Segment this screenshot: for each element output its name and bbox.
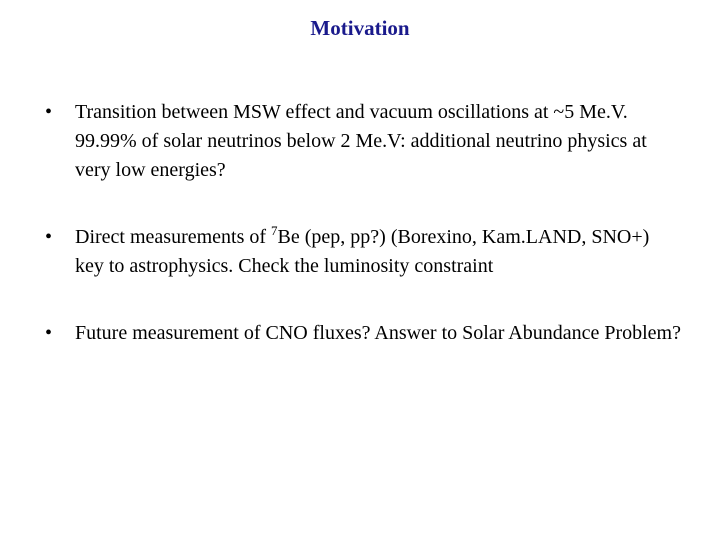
bullet-marker: • xyxy=(45,226,53,248)
bullet-text: Future measurement of CNO fluxes? Answer to Solar Abundance Problem? xyxy=(75,322,681,344)
bullet-item-cno-fluxes xyxy=(43,319,683,348)
bullet-text-end: Be (pep, pp?) (Borexino, Kam.LAND, SNO+) key to astrophysics. Check the luminosity constraint xyxy=(75,226,650,277)
bullet-marker: • xyxy=(45,101,53,123)
bullet-list xyxy=(43,98,683,348)
bullet-item-msw-transition xyxy=(43,98,683,185)
bullet-item-direct-measurements xyxy=(43,223,683,281)
bullet-text: Transition between MSW effect and vacuum oscillations at ~5 Me.V. 99.99% of solar neutrinos below 2 Me.V: additional neutrino physics at very low energies? xyxy=(75,101,647,181)
bullet-marker: • xyxy=(45,322,53,344)
slide-title: Motivation xyxy=(310,16,410,40)
bullet-text-start: Direct measurements of xyxy=(75,226,272,248)
isotope-superscript: 7 xyxy=(271,223,278,238)
